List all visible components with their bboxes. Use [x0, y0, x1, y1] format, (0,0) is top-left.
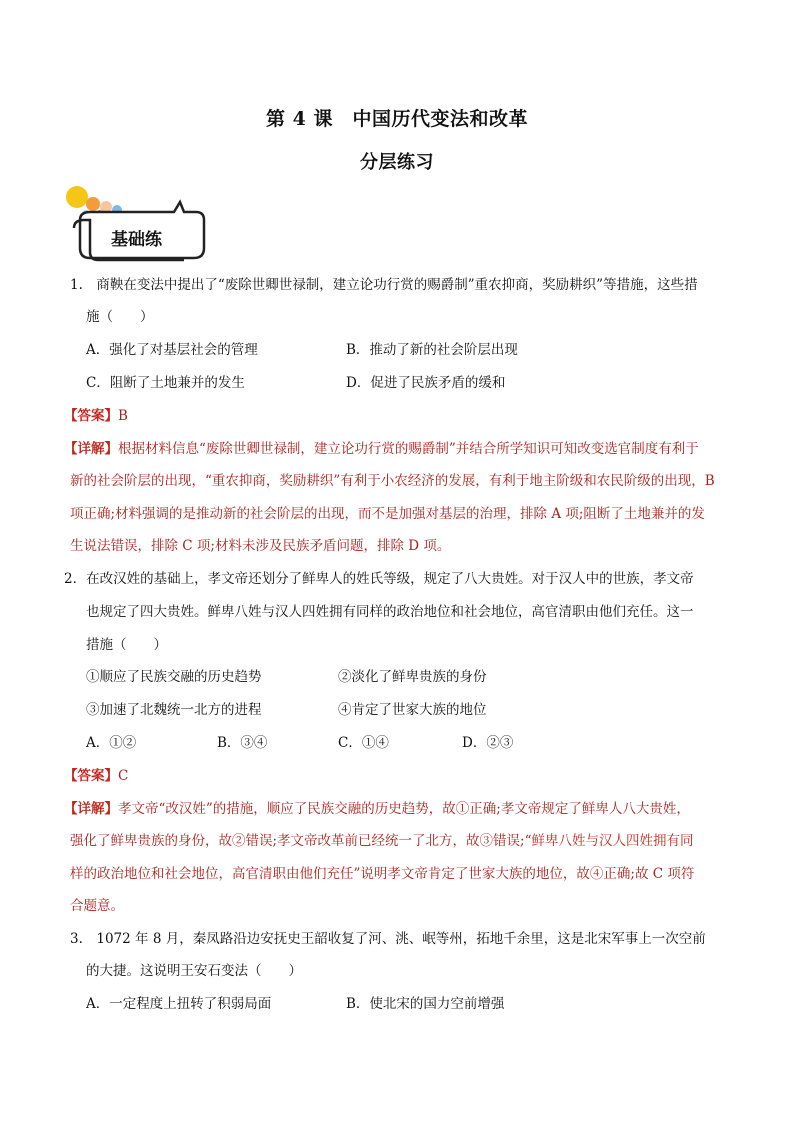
q1-option-b: B．推动了新的社会阶层出现 — [346, 342, 518, 358]
q2-option-a: A．①② — [86, 735, 137, 751]
q3-option-b: B．使北宋的国力空前增强 — [346, 996, 505, 1012]
section-badge-label: 基础练 — [111, 230, 162, 250]
q2-answer-label: 【答案】 — [64, 768, 118, 784]
q1-detail-line-4: 生说法错误，排除 C 项;材料未涉及民族矛盾问题，排除 D 项。 — [70, 538, 451, 554]
q2-stem-line-1: 2．在改汉姓的基础上，孝文帝还划分了鲜卑人的姓氏等级，规定了八大贵姓。对于汉人中的世族，孝文帝 — [64, 571, 694, 587]
page-subtitle: 分层练习 — [360, 152, 434, 173]
q2-item-3: ③加速了北魏统一北方的进程 — [86, 702, 262, 718]
q1-detail-line-2: 新的社会阶层的出现，“重农抑商，奖励耕织”有利于小农经济的发展，有利于地主阶级和农民阶级的出现，B — [70, 473, 715, 489]
q2-detail-line-1 — [64, 800, 690, 818]
q1-detail-line-3: 项正确;材料强调的是推动新的社会阶层的出现，而不是加强对基层的治理，排除 A 项;阻断了土地兼并的发 — [70, 506, 705, 522]
q2-option-d: D．②③ — [462, 735, 514, 751]
q1-detail-text-1: 根据材料信息“废除世卿世禄制，建立论功行赏的赐爵制”并结合所学知识可知改变选官制度有利于 — [118, 441, 699, 457]
q2-item-1: ①顺应了民族交融的历史趋势 — [86, 669, 262, 685]
q1-answer-value: B — [118, 408, 128, 424]
q2-item-2: ②淡化了鲜卑贵族的身份 — [338, 669, 487, 685]
q2-stem-line-3: 措施（ ） — [86, 637, 167, 653]
q2-answer-value: C — [118, 768, 129, 784]
q1-detail-line-1 — [64, 440, 699, 458]
q2-item-4: ④肯定了世家大族的地位 — [338, 702, 487, 718]
q2-answer — [64, 767, 128, 785]
q1-option-a: A．强化了对基层社会的管理 — [86, 342, 258, 358]
q1-option-d: D．促进了民族矛盾的缓和 — [346, 375, 506, 391]
q2-detail-line-2 — [70, 832, 694, 850]
q2-detail-line-4: 合题意。 — [70, 898, 124, 914]
q2-detail-quote: “鲜卑八姓与汉人四姓拥有同 — [524, 833, 694, 849]
q1-option-c: C．阻断了土地兼并的发生 — [86, 375, 245, 391]
q2-detail-label: 【详解】 — [64, 801, 118, 817]
page-title: 第 4 课 中国历代变法和改革 — [266, 108, 528, 130]
q2-detail-text-1: 孝文帝“改汉姓”的措施，顺应了民族交融的历史趋势，故①正确;孝文帝规定了鲜卑人八大贵姓， — [118, 801, 690, 817]
q2-option-b: B．③④ — [217, 735, 268, 751]
q1-answer — [64, 407, 128, 425]
q1-stem-line-2: 施（ ） — [86, 309, 154, 325]
q3-stem-line-2: 的大捷。这说明王安石变法（ ） — [86, 963, 302, 979]
q2-stem-line-2: 也规定了四大贵姓。鲜卑八姓与汉人四姓拥有同样的政治地位和社会地位，高官清职由他们充任。这一 — [86, 604, 694, 620]
q3-stem-line-1: 3. 1072 年 8 月，秦凤路沿边安抚史王韶收复了河、洮、岷等州，拓地千余里，这是北宋军事上一次空前 — [70, 931, 706, 947]
q2-detail-text-2: 强化了鲜卑贵族的身份，故②错误;孝文帝改革前已经统一了北方，故③错误; — [70, 833, 525, 849]
q1-stem-line-1: 1. 商鞅在变法中提出了“废除世卿世禄制，建立论功行赏的赐爵制”重农抑商，奖励耕织”等措施，这些措 — [70, 277, 698, 293]
q1-detail-label: 【详解】 — [64, 441, 118, 457]
q1-answer-label: 【答案】 — [64, 408, 118, 424]
q2-detail-line-3: 样的政治地位和社会地位，高官清职由他们充任”说明孝文帝肯定了世家大族的地位，故④正确;故 C 项符 — [70, 866, 695, 882]
q3-option-a: A．一定程度上扭转了积弱局面 — [86, 996, 272, 1012]
q2-option-c: C．①④ — [338, 735, 389, 751]
